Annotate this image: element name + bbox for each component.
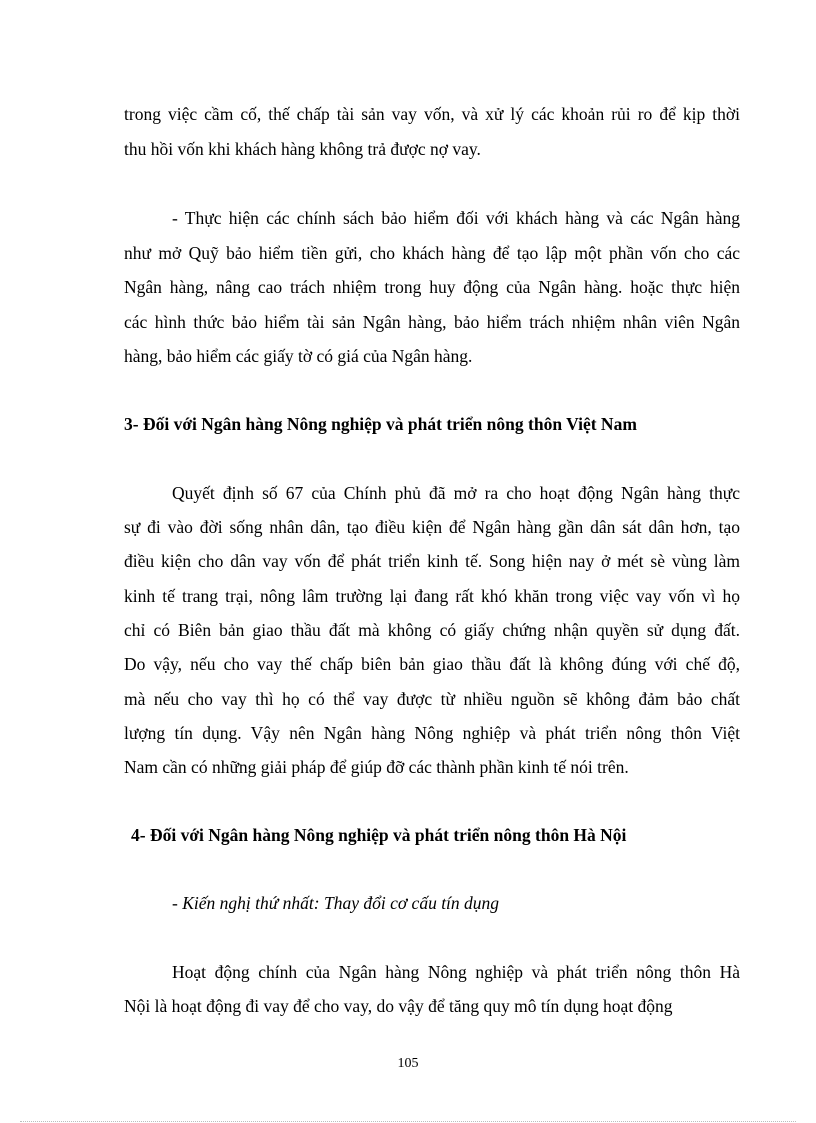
sub-heading: - Kiến nghị thứ nhất: Thay đổi cơ cấu tín dụng (172, 893, 500, 913)
text-line: điều kiện cho dân vay vốn để phát triển kinh tế. Song hiện nay ở mét sè vùng làm (124, 551, 740, 571)
text-line: hàng, bảo hiểm các giấy tờ có giá của Ngân hàng. (124, 346, 473, 366)
page-bottom-rule (20, 1121, 796, 1122)
text-line: Nội là hoạt động đi vay để cho vay, do vậy để tăng quy mô tín dụng hoạt động (124, 996, 673, 1016)
text-line: Hoạt động chính của Ngân hàng Nông nghiệp và phát triển nông thôn Hà (172, 962, 740, 982)
text-line: thu hồi vốn khi khách hàng không trả được nợ vay. (124, 139, 481, 159)
text-line: các hình thức bảo hiểm tài sản Ngân hàng, bảo hiểm trách nhiệm nhân viên Ngân (124, 312, 740, 332)
text-line: kinh tế trang trại, nông lâm trường lại đang rất khó khăn trong việc vay vốn vì họ (124, 586, 740, 606)
text-line: Ngân hàng, nâng cao trách nhiệm trong huy động của Ngân hàng. hoặc thực hiện (124, 277, 740, 297)
text-line: Nam cần có những giải pháp để giúp đỡ các thành phần kinh tế nói trên. (124, 757, 629, 777)
text-line: Quyết định số 67 của Chính phủ đã mở ra cho hoạt động Ngân hàng thực (172, 483, 740, 503)
text-line: sự đi vào đời sống nhân dân, tạo điều kiện để Ngân hàng gần dân sát dân hơn, tạo (124, 517, 740, 537)
text-line: lượng tín dụng. Vậy nên Ngân hàng Nông nghiệp và phát triển nông thôn Việt (124, 723, 740, 743)
text-line: Do vậy, nếu cho vay thế chấp biên bản giao thầu đất là không đúng với chế độ, (124, 654, 740, 674)
text-line: - Thực hiện các chính sách bảo hiểm đối với khách hàng và các Ngân hàng (172, 208, 740, 228)
page-number: 105 (397, 1056, 419, 1071)
text-line: như mở Quỹ bảo hiểm tiền gửi, cho khách hàng để tạo lập một phần vốn cho các (124, 243, 740, 263)
text-line: chỉ có Biên bản giao thầu đất mà không có giấy chứng nhận quyền sử dụng đất. (124, 620, 740, 640)
section-heading: 4- Đối với Ngân hàng Nông nghiệp và phát triển nông thôn Hà Nội (131, 825, 627, 845)
text-line: mà nếu cho vay thì họ có thể vay được từ nhiều nguồn sẽ không đảm bảo chất (124, 689, 740, 709)
text-line: trong việc cầm cố, thế chấp tài sản vay vốn, và xử lý các khoản rủi ro để kịp thời (124, 104, 740, 124)
section-heading: 3- Đối với Ngân hàng Nông nghiệp và phát triển nông thôn Việt Nam (124, 414, 637, 434)
